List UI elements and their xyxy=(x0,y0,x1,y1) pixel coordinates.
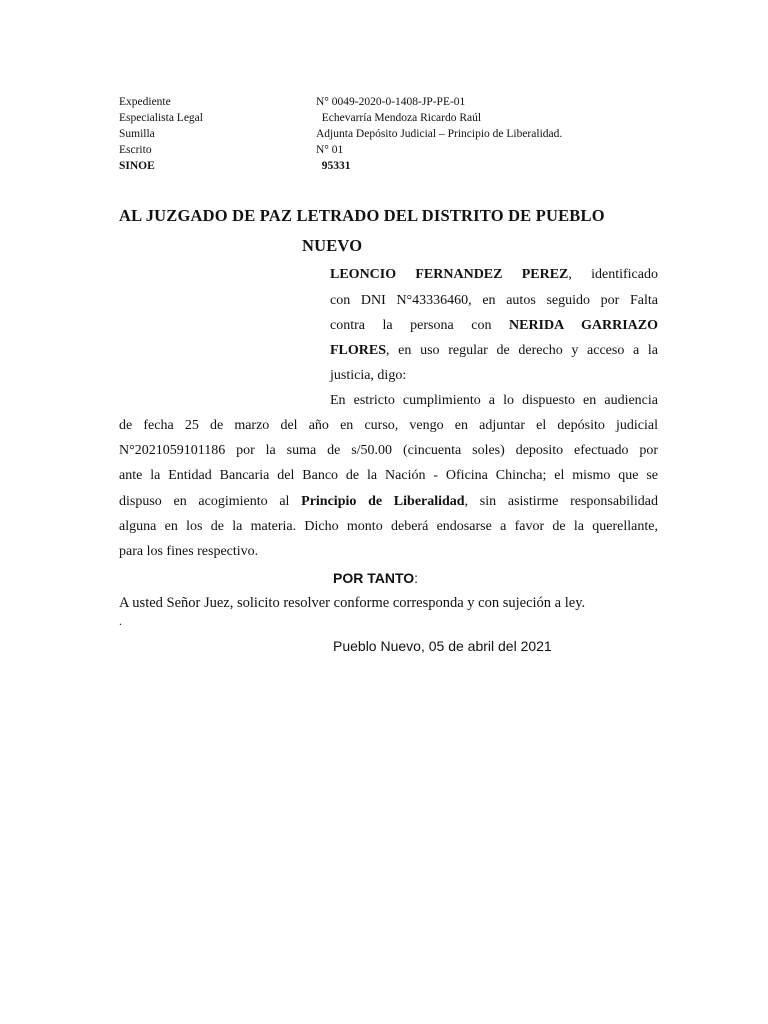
body-line-5: alguna en los de la materia. Dicho monto deberá endosarse a favor de la querellante, xyxy=(119,519,658,534)
por-tanto-heading: POR TANTO: xyxy=(333,570,419,586)
stray-dot: . xyxy=(119,614,122,628)
header-value: Adjunta Depósito Judicial – Principio de Liberalidad. xyxy=(316,128,563,140)
defendant-name: NERIDA GARRIAZO xyxy=(509,318,658,333)
header-row-escrito xyxy=(0,142,768,158)
intro-line-1: LEONCIO FERNANDEZ PEREZ, identificado xyxy=(330,267,658,282)
header-value: N° 01 xyxy=(316,144,344,156)
court-title-line1: AL JUZGADO DE PAZ LETRADO DEL DISTRITO DE PUEBLO xyxy=(119,206,605,225)
header-value: N° 0049-2020-0-1408-JP-PE-01 xyxy=(316,96,466,108)
header-row-sinoe xyxy=(0,158,768,174)
principle-name: Principio de Liberalidad xyxy=(301,494,465,509)
header-value: Echevarría Mendoza Ricardo Raúl xyxy=(316,112,482,124)
header-value: 95331 xyxy=(316,160,351,172)
header-row-especialista xyxy=(0,110,768,126)
body-line-3: ante la Entidad Bancaria del Banco de la Nación - Oficina Chincha; el mismo que se xyxy=(119,468,658,483)
body-line-4: dispuso en acogimiento al Principio de Liberalidad, sin asistirme responsabilidad xyxy=(119,494,658,509)
place-date-line: Pueblo Nuevo, 05 de abril del 2021 xyxy=(333,638,552,654)
header-row-sumilla xyxy=(0,126,768,142)
header-label: Expediente xyxy=(119,96,171,108)
body-line-1: de fecha 25 de marzo del año en curso, vengo en adjuntar el depósito judicial xyxy=(119,418,658,433)
body-first-line: En estricto cumplimiento a lo dispuesto en audiencia xyxy=(330,393,658,408)
intro-line-4: FLORES, en uso regular de derecho y acceso a la xyxy=(330,343,658,358)
request-line: A usted Señor Juez, solicito resolver conforme corresponda y con sujeción a ley. xyxy=(119,595,586,611)
header-row-expediente xyxy=(0,94,768,110)
body-line-6: para los fines respectivo. xyxy=(119,544,259,559)
header-label: Sumilla xyxy=(119,128,155,140)
court-title-line2: NUEVO xyxy=(302,236,363,255)
intro-line-5: justicia, digo: xyxy=(330,368,407,383)
petitioner-name: LEONCIO FERNANDEZ PEREZ xyxy=(330,267,569,282)
header-label: Escrito xyxy=(119,144,152,156)
defendant-surname: FLORES xyxy=(330,343,387,358)
body-line-2: N°2021059101186 por la suma de s/50.00 (cincuenta soles) deposito efectuado por xyxy=(119,443,658,458)
intro-line-3: contra la persona con NERIDA GARRIAZO xyxy=(330,318,658,333)
intro-line-2: con DNI N°43336460, en autos seguido por Falta xyxy=(330,293,658,308)
header-label: Especialista Legal xyxy=(119,112,203,124)
header-label: SINOE xyxy=(119,160,155,172)
